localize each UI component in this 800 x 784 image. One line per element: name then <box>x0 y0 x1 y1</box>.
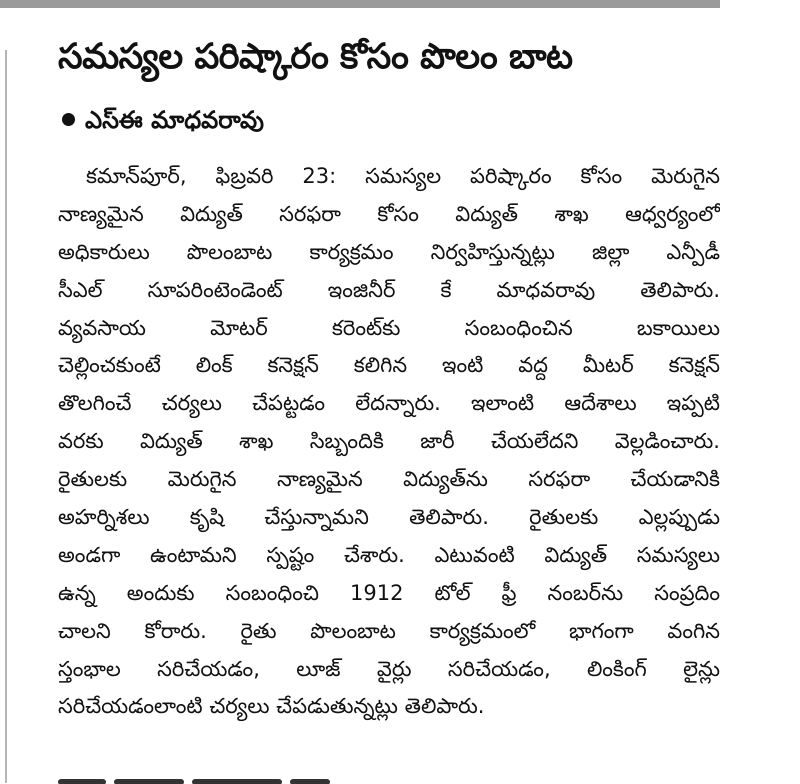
column-divider <box>5 50 7 783</box>
body-line: అహర్నిశలు కృషి చేస్తున్నామని తెలిపారు. రైతులకు ఎల్లప్పుడు <box>58 505 720 530</box>
bullet-icon <box>62 113 75 126</box>
body-line: సరిచేయడంలాంటి చర్యలు చేపడుతున్నట్లు తెలిపారు. <box>58 694 485 719</box>
body-line: అండగా ఉంటామని స్పష్టం చేశారు. ఎటువంటి విద్యుత్ సమస్యలు <box>58 542 720 567</box>
body-line: ఉన్న అందుకు సంబంధించి 1912 టోల్ ఫ్రీ నంబర్‌ను సంప్రదిం <box>58 580 720 605</box>
body-line: నాణ్యమైన విద్యుత్ సరఫరా కోసం విద్యుత్ శాఖ ఆధ్వర్యంలో <box>58 201 720 226</box>
next-article-cutoff <box>58 770 358 784</box>
body-line: వ్యవసాయ మోటర్ కరెంట్‌కు సంబంధించిన బకాయిలు <box>58 315 720 340</box>
body-line: రైతులకు మెరుగైన నాణ్యమైన విద్యుత్‌ను సరఫరా చేయడానికి <box>58 467 720 492</box>
body-line: కమాన్‌పూర్, ఫిబ్రవరి 23: సమస్యల పరిష్కారం కోసం మెరుగైన <box>86 164 720 188</box>
body-line: వరకు విద్యుత్ శాఖ సిబ్బందికి జారీ చేయలేదని వెల్లడించారు. <box>58 429 720 454</box>
cutoff-mark <box>290 779 330 784</box>
body-line: సీఎల్ సూపరింటెండెంట్ ఇంజినీర్ కే మాధవరావు తెలిపారు. <box>58 277 720 302</box>
article-byline <box>62 106 264 135</box>
body-line: అధికారులు పొలంబాట కార్యక్రమం నిర్వహిస్తున్నట్లు జిల్లా ఎన్పీడీ <box>58 239 720 264</box>
body-line: తొలగించే చర్యలు చేపట్టడం లేదన్నారు. ఇలాంటి ఆదేశాలు ఇప్పటి <box>58 391 720 416</box>
body-line: స్తంభాల సరిచేయడం, లూజ్ వైర్లు సరిచేయడం, లింకింగ్ లైన్లు <box>58 656 720 681</box>
body-line: చెల్లించకుంటే లింక్ కనెక్షన్ కలిగిన ఇంటి వద్ద మీటర్ కనెక్షన్ <box>58 353 720 378</box>
cutoff-mark <box>58 779 106 784</box>
body-line: చాలని కోరారు. రైతు పొలంబాట కార్యక్రమంలో భాగంగా వంగిన <box>58 618 720 643</box>
byline-text: ఎస్ఈ మాధవరావు <box>85 106 264 134</box>
article-headline: సమస్యల పరిష్కారం కోసం పొలం బాట <box>58 37 573 77</box>
cutoff-mark <box>192 779 282 784</box>
top-divider <box>0 0 720 8</box>
cutoff-mark <box>114 779 184 784</box>
article-body <box>58 158 720 726</box>
